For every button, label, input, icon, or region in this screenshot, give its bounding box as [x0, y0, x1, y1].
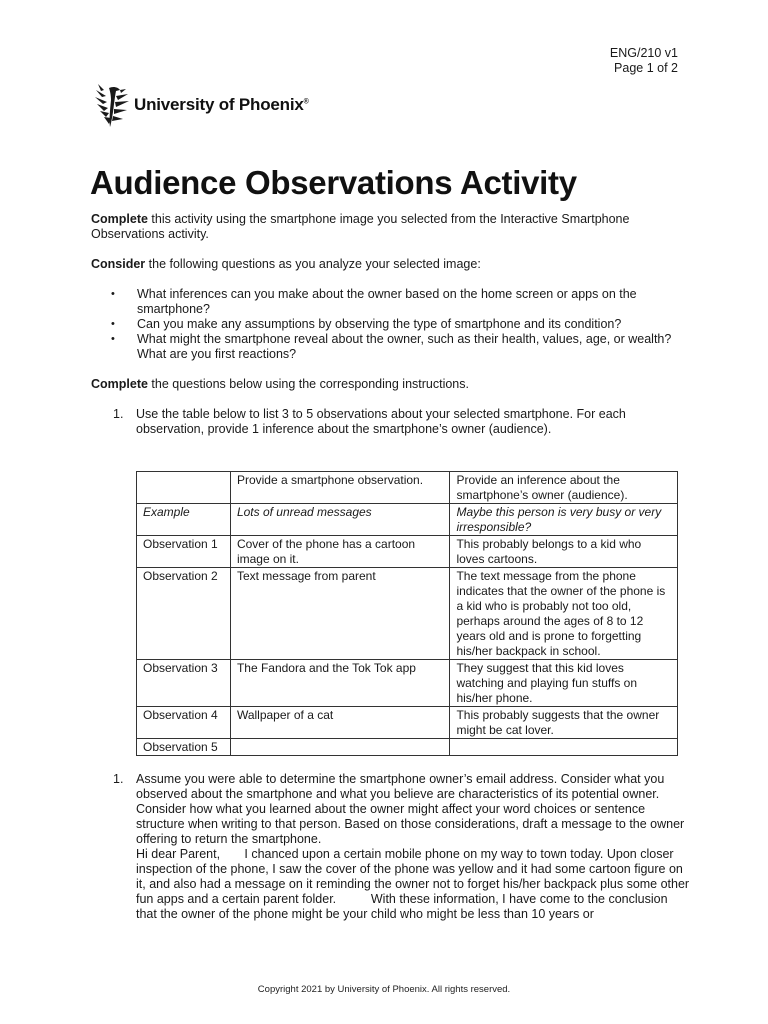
- university-logo: [94, 82, 309, 128]
- question-1: [91, 407, 691, 437]
- table-header-row: [137, 472, 678, 504]
- table-header: Provide a smartphone observation.: [230, 472, 450, 504]
- table-row: [137, 504, 678, 536]
- table-row: [137, 707, 678, 739]
- question-2: [91, 772, 691, 922]
- table-row: [137, 739, 678, 756]
- observation-cell: [230, 739, 450, 756]
- question-text: Assume you were able to determine the smartphone owner’s email address. Consider what you observed about the smartphone and what you believe are characteristics of its potential owner. Consider how what you learned about the owner might affect your word choices or sentence structure when writing to that person. Based on those considerations, draft a message to the owner offering to return the smartphone.: [136, 772, 685, 846]
- course-code: ENG/210 v1: [609, 46, 678, 60]
- list-item: • What might the smartphone reveal about the owner, such as their health, values, age, or wealth? What are you first reactions?: [91, 332, 691, 362]
- consider-paragraph: Consider the following questions as you analyze your selected image:: [91, 257, 481, 271]
- observation-cell: Cover of the phone has a cartoon image on it.: [230, 536, 450, 568]
- inference-cell: [450, 739, 678, 756]
- table-row: [137, 536, 678, 568]
- row-label: Example: [137, 504, 231, 536]
- row-label: Observation 2: [137, 568, 231, 660]
- row-label: Observation 5: [137, 739, 231, 756]
- table-row: [137, 660, 678, 707]
- table-header: [137, 472, 231, 504]
- logo-wordmark: University of Phoenix®: [134, 95, 309, 114]
- phoenix-bird-icon: [94, 82, 130, 128]
- observation-cell: Text message from parent: [230, 568, 450, 660]
- observation-cell: Lots of unread messages: [230, 504, 450, 536]
- list-item: • What inferences can you make about the owner based on the home screen or apps on the smartphone?: [91, 287, 691, 317]
- inference-cell: They suggest that this kid loves watching and playing fun stuffs on his/her phone.: [450, 660, 678, 707]
- copyright-footer: Copyright 2021 by University of Phoenix. All rights reserved.: [257, 984, 511, 995]
- question-number: 1.: [113, 407, 124, 421]
- observations-table: [136, 471, 678, 756]
- row-label: Observation 4: [137, 707, 231, 739]
- inference-cell: Maybe this person is very busy or very irresponsible?: [450, 504, 678, 536]
- table-header: Provide an inference about the smartphone’s owner (audience).: [450, 472, 678, 504]
- row-label: Observation 1: [137, 536, 231, 568]
- inference-cell: This probably belongs to a kid who loves cartoons.: [450, 536, 678, 568]
- question-list: [91, 287, 691, 362]
- question-number: 1.: [113, 772, 124, 786]
- observation-cell: The Fandora and the Tok Tok app: [230, 660, 450, 707]
- instructions: [91, 212, 691, 437]
- complete-paragraph: Complete the questions below using the corresponding instructions.: [91, 377, 469, 391]
- inference-cell: This probably suggests that the owner might be cat lover.: [450, 707, 678, 739]
- inference-cell: The text message from the phone indicates that the owner of the phone is a kid who is probably not too old, perhaps around the ages of 8 to 12 years old and is prone to forgetting his/her backpack in school.: [450, 568, 678, 660]
- table-row: [137, 568, 678, 660]
- answer-text: Hi dear Parent, I chanced upon a certain mobile phone on my way to town today. Upon closer inspection of the phone, I saw the cover of the phone was yellow and it had some cartoon figure on it, and also had a message on it reminding the owner not to forget his/her backpack plus some other fun apps and a certain parent folder. With these information, I have come to the conclusion that the owner of the phone might be your child who might be less than 10 years or: [136, 847, 693, 921]
- document-header: [610, 46, 678, 76]
- list-item: • Can you make any assumptions by observing the type of smartphone and its condition?: [91, 317, 691, 332]
- intro-paragraph: Complete this activity using the smartphone image you selected from the Interactive Smartphone Observations activity.: [91, 212, 630, 241]
- page-title: Audience Observations Activity: [90, 164, 577, 201]
- observation-cell: Wallpaper of a cat: [230, 707, 450, 739]
- page-number: Page 1 of 2: [614, 61, 678, 75]
- row-label: Observation 3: [137, 660, 231, 707]
- question-text: Use the table below to list 3 to 5 observations about your selected smartphone. For each observation, provide 1 inference about the smartphone’s owner (audience).: [136, 407, 626, 436]
